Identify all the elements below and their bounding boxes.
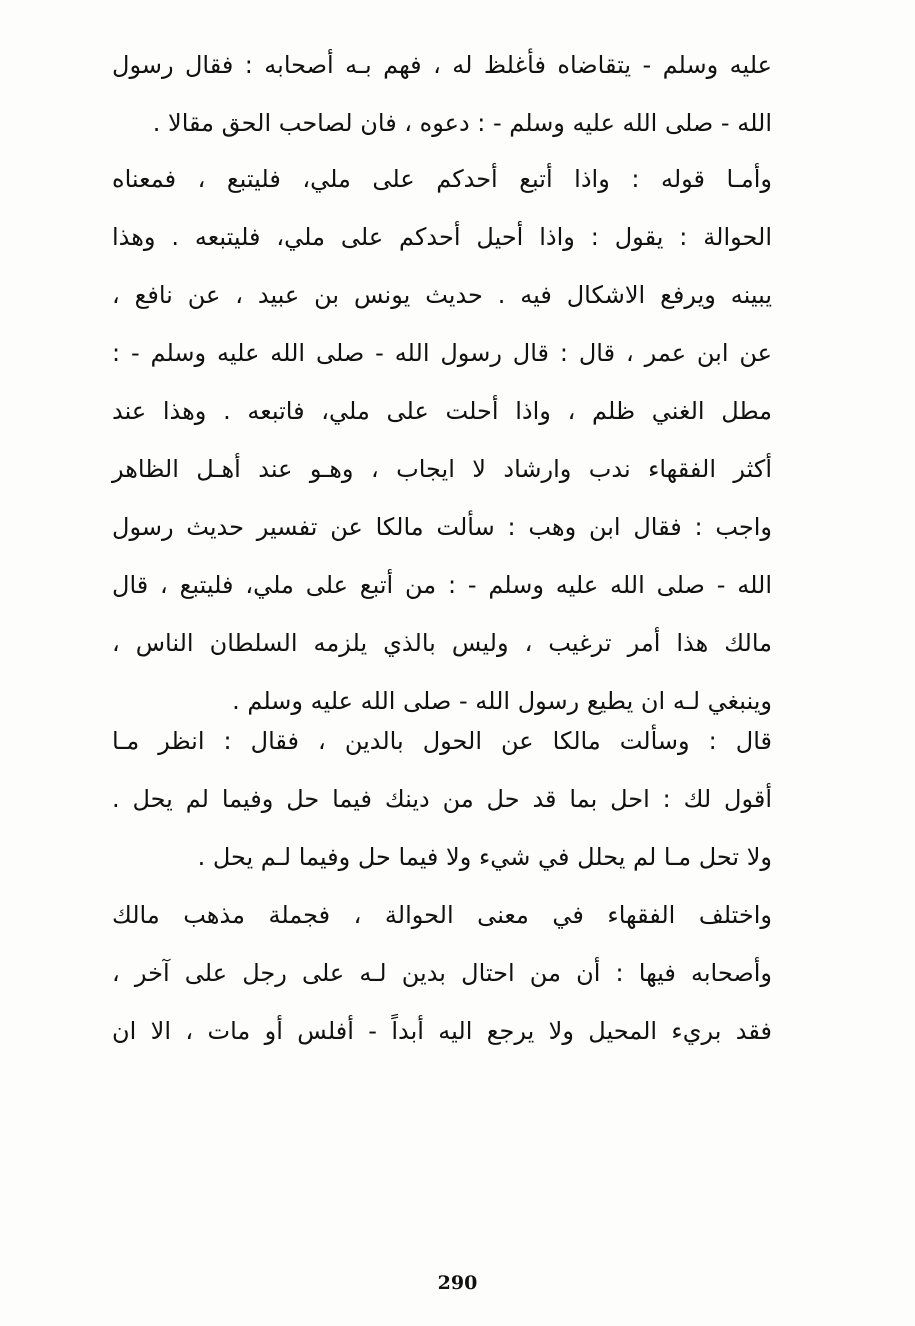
text-line: عن ابن عمر ، قال : قال رسول الله - صلى الله عليه وسلم - : [112, 339, 772, 367]
text-line: عليه وسلم - يتقاضاه فأغلظ له ، فهم بـه أصحابه : فقال رسول [112, 51, 772, 79]
text-line: الحوالة : يقول : واذا أحيل أحدكم على ملي، فليتبعه . وهذا [112, 223, 772, 251]
paragraph-2 [112, 150, 772, 730]
paragraph-1 [112, 36, 772, 152]
text-line: الله - صلى الله عليه وسلم - : دعوه ، فان لصاحب الحق مقالا . [152, 109, 772, 137]
text-line: ولا تحل مـا لم يحلل في شيء ولا فيما حل وفيما لـم يحل . [197, 843, 772, 871]
text-line: وأصحابه فيها : أن من احتال بدين لـه على رجل على آخر ، [112, 959, 772, 987]
text-line: واختلف الفقهاء في معنى الحوالة ، فجملة مذهب مالك [112, 901, 772, 929]
text-line: الله - صلى الله عليه وسلم - : من أتبع على ملي، فليتبع ، قال [112, 571, 772, 599]
text-line: وأمـا قوله : واذا أتبع أحدكم على ملي، فليتبع ، فمعناه [112, 165, 772, 193]
text-line: مطل الغني ظلم ، واذا أحلت على ملي، فاتبعه . وهذا عند [112, 397, 772, 425]
text-line: قال : وسألت مالكا عن الحول بالدين ، فقال : انظر مـا [112, 727, 772, 755]
page-number: 290 [437, 1272, 478, 1294]
text-line: مالك هذا أمر ترغيب ، وليس بالذي يلزمه السلطان الناس ، [112, 629, 772, 657]
paragraph-4 [112, 886, 772, 1060]
text-line: أقول لك : احل بما قد حل من دينك فيما حل وفيما لم يحل . [112, 785, 772, 813]
text-line: وينبغي لـه ان يطيع رسول الله - صلى الله عليه وسلم . [232, 687, 772, 715]
text-line: أكثر الفقهاء ندب وارشاد لا ايجاب ، وهـو عند أهـل الظاهر [112, 455, 772, 483]
paragraph-3 [112, 712, 772, 886]
text-line: فقد بريء المحيل ولا يرجع اليه أبداً - أفلس أو مات ، الا ان [112, 1017, 772, 1045]
text-line: يبينه ويرفع الاشكال فيه . حديث يونس بن عبيد ، عن نافع ، [112, 281, 772, 309]
text-line: واجب : فقال ابن وهب : سألت مالكا عن تفسير حديث رسول [112, 513, 772, 541]
